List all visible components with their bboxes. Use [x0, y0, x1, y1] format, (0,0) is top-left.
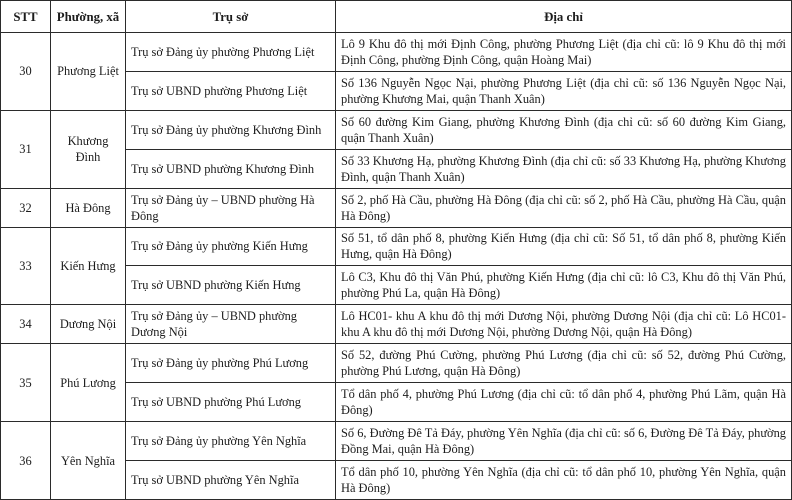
table-row [1, 227, 792, 266]
header-office: Trụ sở [126, 1, 336, 33]
office-cell: Trụ sở Đảng ủy phường Khương Đình [126, 110, 336, 149]
office-cell: Trụ sở UBND phường Yên Nghĩa [126, 460, 336, 499]
stt-cell: 35 [1, 344, 51, 422]
address-cell: Tổ dân phố 10, phường Yên Nghĩa (địa chỉ cũ: tổ dân phố 10, phường Yên Nghĩa, quận Hà Đông) [336, 460, 792, 499]
stt-cell: 30 [1, 33, 51, 111]
ward-cell: Dương Nội [51, 305, 126, 344]
ward-cell: Hà Đông [51, 188, 126, 227]
stt-cell: 34 [1, 305, 51, 344]
office-cell: Trụ sở Đảng ủy – UBND phường Dương Nội [126, 305, 336, 344]
table-header-row [1, 1, 792, 33]
office-cell: Trụ sở UBND phường Phú Lương [126, 383, 336, 422]
ward-cell: Phương Liệt [51, 33, 126, 111]
ward-cell: Kiến Hưng [51, 227, 126, 305]
office-cell: Trụ sở UBND phường Kiến Hưng [126, 266, 336, 305]
table-row [1, 305, 792, 344]
address-cell: Lô C3, Khu đô thị Văn Phú, phường Kiến Hưng (địa chỉ cũ: lô C3, Khu đô thị Văn Phú, phường Phú La, quận Hà Đông) [336, 266, 792, 305]
office-cell: Trụ sở UBND phường Khương Đình [126, 149, 336, 188]
header-stt: STT [1, 1, 51, 33]
address-cell: Lô HC01- khu A khu đô thị mới Dương Nội, phường Dương Nội (địa chỉ cũ: Lô HC01- khu A khu đô thị mới Dương Nội, phường Dương Nội, quận Hà Đông) [336, 305, 792, 344]
office-cell: Trụ sở Đảng ủy phường Phương Liệt [126, 33, 336, 72]
address-cell: Số 136 Nguyễn Ngọc Nại, phường Phương Liệt (địa chỉ cũ: số 136 Nguyễn Ngọc Nại, phường Khương Mai, quận Thanh Xuân) [336, 71, 792, 110]
address-cell: Số 52, đường Phú Cường, phường Phú Lương (địa chỉ cũ: số 52, đường Phú Cường, phường Phú Lương, quận Hà Đông) [336, 344, 792, 383]
office-cell: Trụ sở Đảng ủy phường Kiến Hưng [126, 227, 336, 266]
table-row [1, 33, 792, 72]
header-address: Địa chỉ [336, 1, 792, 33]
address-cell: Số 60 đường Kim Giang, phường Khương Đình (địa chỉ cũ: số 60 đường Kim Giang, quận Thanh Xuân) [336, 110, 792, 149]
ward-cell: Phú Lương [51, 344, 126, 422]
address-cell: Lô 9 Khu đô thị mới Định Công, phường Phương Liệt (địa chỉ cũ: lô 9 Khu đô thị mới Định Công, phường Định Công, quận Hoàng Mai) [336, 33, 792, 72]
address-cell: Số 51, tổ dân phố 8, phường Kiến Hưng (địa chỉ cũ: Số 51, tổ dân phố 8, phường Kiến Hưng, quận Hà Đông) [336, 227, 792, 266]
table-row [1, 344, 792, 383]
header-ward: Phường, xã [51, 1, 126, 33]
table-row [1, 110, 792, 149]
stt-cell: 32 [1, 188, 51, 227]
office-cell: Trụ sở Đảng ủy phường Phú Lương [126, 344, 336, 383]
ward-cell: Khương Đình [51, 110, 126, 188]
stt-cell: 33 [1, 227, 51, 305]
office-cell: Trụ sở UBND phường Phương Liệt [126, 71, 336, 110]
address-cell: Số 6, Đường Đê Tả Đáy, phường Yên Nghĩa (địa chỉ cũ: số 6, Đường Đê Tả Đáy, phường Đồng Mai, quận Hà Đông) [336, 422, 792, 461]
office-cell: Trụ sở Đảng ủy – UBND phường Hà Đông [126, 188, 336, 227]
address-cell: Tổ dân phố 4, phường Phú Lương (địa chỉ cũ: tổ dân phố 4, phường Phú Lãm, quận Hà Đông) [336, 383, 792, 422]
table-row [1, 188, 792, 227]
address-cell: Số 2, phố Hà Cầu, phường Hà Đông (địa chỉ cũ: số 2, phố Hà Cầu, phường Hà Cầu, quận Hà Đông) [336, 188, 792, 227]
address-cell: Số 33 Khương Hạ, phường Khương Đình (địa chỉ cũ: số 33 Khương Hạ, phường Khương Đình, quận Thanh Xuân) [336, 149, 792, 188]
stt-cell: 36 [1, 422, 51, 500]
stt-cell: 31 [1, 110, 51, 188]
ward-cell: Yên Nghĩa [51, 422, 126, 500]
table-row [1, 422, 792, 461]
office-cell: Trụ sở Đảng ủy phường Yên Nghĩa [126, 422, 336, 461]
